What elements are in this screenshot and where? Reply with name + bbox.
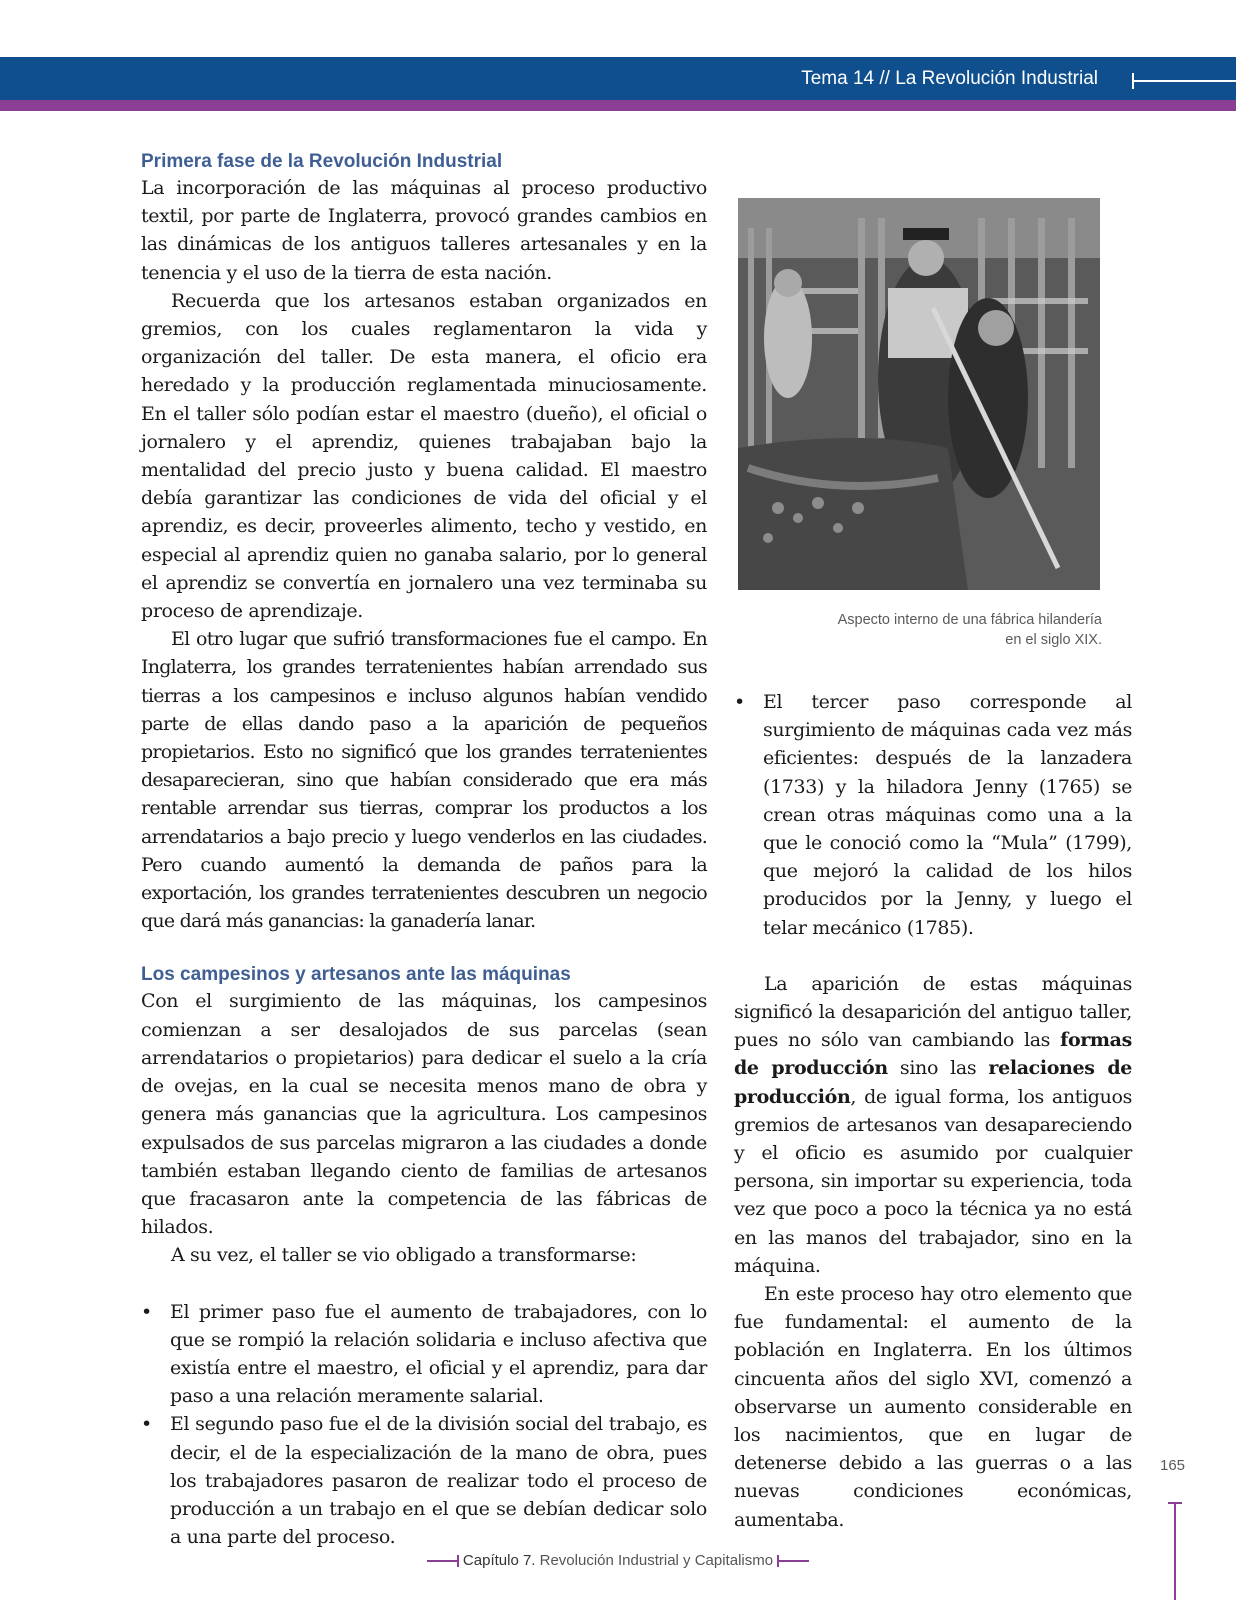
- left-column: [141, 150, 707, 1551]
- caption-line-2: en el siglo XIX.: [1005, 632, 1102, 648]
- paragraph-intro: La incorporación de las máquinas al proceso productivo textil, por parte de Inglaterra, provocó grandes cambios en las dinámicas de los antiguos talleres artesanales y en la tenencia y el uso de la tierra de esta nación.: [141, 177, 707, 284]
- footer-rule-left: [427, 1560, 457, 1562]
- spacer: [141, 935, 707, 963]
- section-title-primera-fase: Primera fase de la Revolución Industrial: [141, 151, 503, 172]
- footer-tick-left: [457, 1555, 459, 1567]
- header-accent-stripe: [0, 100, 1236, 111]
- factory-photo-illustration: [738, 198, 1100, 590]
- footer-chapter: Capítulo 7.: [462, 1552, 536, 1569]
- page-number: 165: [1160, 1457, 1186, 1474]
- caption-line-1: Aspecto interno de una fábrica hilandería: [837, 612, 1102, 628]
- paragraph-campesinos: Con el surgimiento de las máquinas, los campesinos comienzan a ser desalojados de sus parcelas (sean arrendatarios o propietarios) para dedicar el suelo a la cría de ovejas, en la cual se necesita menos mano de obra y genera más ganancias que la agricultura. Los campesinos expulsados de sus parcelas migraron a las ciudades a donde también estaban llegando ciento de familias de artesanos que fracasaron ante la competencia de las fábricas de hilados.: [141, 990, 707, 1239]
- bold-term: relaciones de producción: [734, 1057, 1132, 1108]
- paragraph-gremios: Recuerda que los artesanos estaban organizados en gremios, con los cuales reglamentaron la vida y organización del taller. De esta manera, el oficio era heredado y la producción reglamentada minuciosamente. En el taller sólo podían estar el maestro (dueño), el oficial o jornalero y el aprendiz, quienes trabajaban bajo la mentalidad del precio justo y buena calidad. El maestro debía garantizar las condiciones de vida del oficial y el aprendiz, es decir, proveerles alimento, techo y vestido, en especial al aprendiz quien no ganaba salario, por lo general el aprendiz se convertía en jornalero una vez terminaba su proceso de aprendizaje.: [141, 289, 707, 623]
- paragraph-aparicion: [734, 970, 1132, 1280]
- paragraph-taller: A su vez, el taller se vio obligado a transformarse:: [171, 1244, 637, 1267]
- spacer: [734, 942, 1132, 970]
- bullet-icon: •: [141, 1413, 152, 1436]
- bullet-text-2: El segundo paso fue el de la división social del trabajo, es decir, el de la especialización de la mano de obra, pues los trabajadores pasaron de realizar todo el proceso de producción a un trabajo en el que se debían dedicar solo a una parte del proceso.: [170, 1413, 707, 1549]
- header-title: Tema 14 // La Revolución Industrial: [801, 68, 1098, 89]
- bullet-text-3: El tercer paso corresponde al surgimiento de máquinas cada vez más eficientes: después de la lanzadera (1733) y la hiladora Jenny (1765) se crean otras máquinas como una a la que le conoció como la “Mula” (1799), que mejoró la calidad de los hilos producidos por la Jenny, y luego el telar mecánico (1785).: [763, 691, 1132, 939]
- list-item: [141, 1298, 707, 1411]
- paragraph-text: , de igual forma, los antiguos gremios de artesanos van desapareciendo y el oficio es asumido por cualquier persona, sin importar su experiencia, toda vez que poco a poco la técnica ya no está en las manos del trabajador, sino en la máquina.: [734, 1085, 1132, 1277]
- paragraph-poblacion: En este proceso hay otro elemento que fue fundamental: el aumento de la población en Inglaterra. En los últimos cincuenta años del siglo XVI, comenzó a observarse un aumento considerable en los nacimientos, que en lugar de detenerse debido a las guerras o a las nuevas condiciones económicas, aumentaba.: [734, 1283, 1132, 1531]
- right-column: [734, 688, 1132, 1534]
- footer-chapter-title: Revolución Industrial y Capitalismo: [535, 1552, 774, 1569]
- bold-term: formas de producción: [734, 1029, 1132, 1080]
- spacer: [141, 1270, 707, 1298]
- side-rule: [1174, 1502, 1176, 1600]
- paragraph-campo: El otro lugar que sufrió transformaciones fue el campo. En Inglaterra, los grandes terratenientes habían arrendado sus tierras a los campesinos e incluso algunos habían vendido parte de ellas dando paso a la aparición de pequeños propietarios. Esto no significó que los grandes terratenientes desaparecieran, sino que habían considerado que era más rentable arrendar sus tierras, comprar los productos a los arrendatarios a bajo precio y luego venderlos en las ciudades. Pero cuando aumentó la demanda de paños para la exportación, los grandes terratenientes descubren un negocio que dará más ganancias: la ganadería lanar.: [141, 628, 707, 933]
- bullet-icon: •: [734, 691, 745, 713]
- header-rule: [1134, 80, 1236, 82]
- factory-photo: [738, 198, 1100, 590]
- photo-caption: [740, 610, 1102, 650]
- bullet-icon: •: [141, 1300, 152, 1323]
- section-title-campesinos: Los campesinos y artesanos ante las máquinas: [141, 964, 571, 986]
- footer-rule-right: [779, 1560, 809, 1562]
- paragraph-text: La aparición de estas máquinas significó la desaparición del antiguo taller, pues no sólo van cambiando las: [734, 972, 1132, 1052]
- paragraph-text: sino las: [887, 1057, 989, 1080]
- footer: [0, 1552, 1236, 1569]
- bullet-text-1: El primer paso fue el aumento de trabajadores, con lo que se rompió la relación solidaria e incluso afectiva que existía entre el maestro, el oficial y el aprendiz, para dar paso a una relación meramente salarial.: [170, 1300, 707, 1408]
- list-item: [734, 688, 1132, 942]
- list-item: [141, 1410, 707, 1551]
